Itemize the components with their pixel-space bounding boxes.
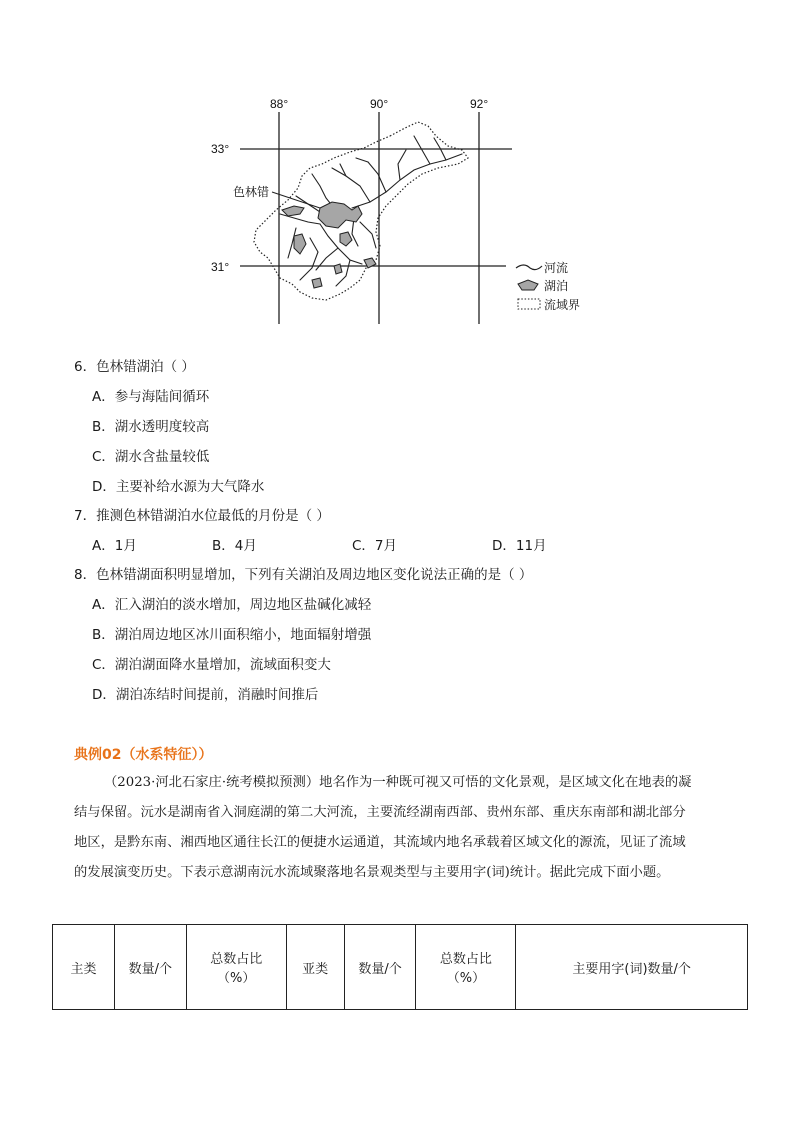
question-8-option-c: C．湖泊湖面降水量增加，流域面积变大 — [92, 657, 331, 673]
header-main-category: 主类 — [53, 925, 115, 1010]
lake-blob-icon — [518, 280, 538, 290]
settlement-name-stats-table — [52, 924, 748, 1010]
header-share-2-line1: 总数占比 — [439, 952, 492, 967]
map-legend — [516, 260, 580, 312]
lake-name-label: 色林错 — [233, 185, 270, 199]
header-count-1: 数量/个 — [114, 925, 186, 1010]
lon-label-90: 90° — [370, 97, 389, 111]
lake-small-6 — [334, 264, 342, 274]
question-6-stem: 6．色林错湖泊（ ） — [74, 359, 195, 375]
question-7-option-d: D．11月 — [492, 538, 547, 554]
intro-line-2: 结与保留。沅水是湖南省入洞庭湖的第二大河流，主要流经湖南西部、贵州东部、重庆东南部和湖北部分 — [74, 805, 686, 820]
selin-co-basin-map — [200, 88, 600, 328]
intro-line-3: 地区，是黔东南、湘西地区通往长江的便捷水运通道，其流域内地名承载着区域文化的源流，见证了流域 — [74, 835, 686, 850]
question-7-option-b: B．4月 — [212, 538, 257, 554]
intro-line-4: 的发展演变历史。下表示意湖南沅水流域聚落地名景观类型与主要用字(词)统计。据此完成下面小题。 — [74, 865, 670, 880]
lake-small-3 — [340, 232, 352, 246]
header-share-1-line2: （%） — [217, 971, 256, 986]
dotted-box-icon — [518, 299, 540, 309]
header-share-1 — [186, 925, 286, 1010]
question-8-option-a: A．汇入湖泊的淡水增加，周边地区盐碱化减轻 — [92, 597, 372, 613]
selin-co-lake — [318, 202, 362, 228]
question-8-stem: 8．色林错湖面积明显增加，下列有关湖泊及周边地区变化说法正确的是（ ） — [74, 567, 533, 583]
lake-small-2 — [294, 234, 306, 254]
example-title: 典例02（水系特征）） — [74, 747, 213, 763]
lon-label-92: 92° — [470, 97, 489, 111]
header-share-1-line1: 总数占比 — [210, 952, 263, 967]
question-6-option-c: C．湖水含盐量较低 — [92, 449, 210, 465]
lake-small-4 — [312, 278, 322, 288]
legend-label-lake: 湖泊 — [544, 279, 569, 293]
header-share-2-line2: （%） — [446, 971, 486, 986]
river-line-icon — [516, 265, 542, 270]
legend-label-river: 河流 — [544, 261, 569, 275]
question-7-stem: 7．推测色林错湖泊水位最低的月份是（ ） — [74, 508, 330, 524]
header-main-characters: 主要用字(词)数量/个 — [516, 925, 748, 1010]
lat-label-31: 31° — [211, 260, 230, 274]
lon-label-88: 88° — [270, 97, 289, 111]
question-8-option-b: B．湖泊周边地区冰川面积缩小，地面辐射增强 — [92, 627, 372, 643]
question-7-option-c: C．7月 — [352, 538, 398, 554]
question-6-option-d: D．主要补给水源为大气降水 — [92, 479, 265, 495]
lakes — [282, 202, 376, 288]
header-count-2: 数量/个 — [344, 925, 416, 1010]
question-7-option-a: A．1月 — [92, 538, 137, 554]
legend-label-basin: 流域界 — [544, 298, 581, 312]
table-header-row — [53, 925, 748, 1010]
intro-line-1: （2023·河北石家庄·统考模拟预测）地名作为一种既可视又可悟的文化景观，是区域文化在地表的凝 — [104, 775, 692, 790]
header-sub-category: 亚类 — [286, 925, 344, 1010]
map-figure — [200, 88, 600, 328]
question-6-option-a: A．参与海陆间循环 — [92, 389, 210, 405]
question-8-option-d: D．湖泊冻结时间提前，消融时间推后 — [92, 687, 319, 703]
lake-small-1 — [282, 206, 304, 216]
lat-label-33: 33° — [211, 142, 230, 156]
header-share-2 — [416, 925, 516, 1010]
question-6-option-b: B．湖水透明度较高 — [92, 419, 210, 435]
